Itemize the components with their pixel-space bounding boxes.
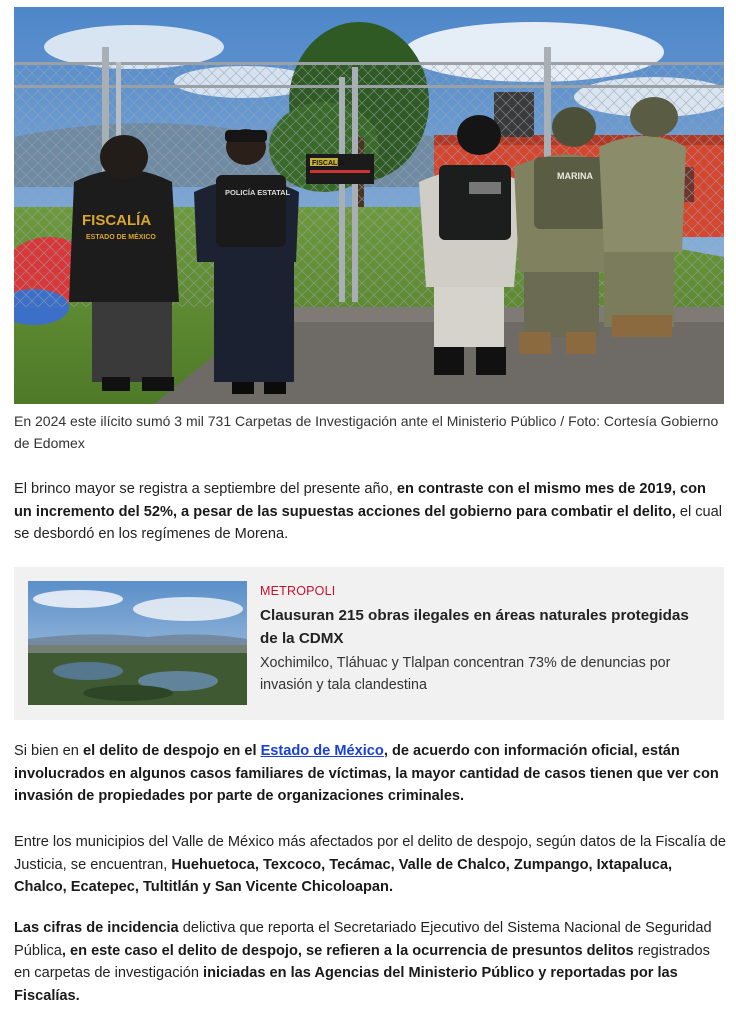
paragraph-3 (14, 831, 726, 899)
p4-bold-2: , en este caso el delito de despojo, se refieren a la ocurrencia de presuntos delitos (61, 942, 634, 959)
related-article-section[interactable]: METROPOLI (260, 584, 336, 598)
paragraph-4 (14, 917, 726, 1007)
estado-de-mexico-link[interactable]: Estado de México (260, 743, 384, 759)
photo-caption: En 2024 este ilícito sumó 3 mil 731 Carpetas de Investigación ante el Ministerio Público / Foto: Cortesía Gobierno de Edomex (14, 413, 719, 451)
p1-text-1: El brinco mayor se registra a septiembre del presente año, (14, 481, 397, 497)
paragraph-1 (14, 478, 726, 546)
related-article-card[interactable] (14, 567, 724, 720)
p3-bold-1: Huehuetoca, Texcoco, Tecámac, Valle de Chalco, Zumpango, Ixtapaluca, Chalco, Ecatepec, Tultitlán y San Vicente Chicoloapan. (14, 856, 673, 895)
p2-bold-1: el delito de despojo en el (82, 743, 261, 759)
p1-bold-1: en contraste con el mismo mes de 2019, con un incremento del 52%, a pesar de las supuestas acciones del gobierno para combatir el delito, (14, 481, 706, 520)
svg-text:FISCALÍA: FISCALÍA (312, 160, 345, 167)
paragraph-2 (14, 740, 726, 808)
p4-text-2: registrados en carpetas de investigación (14, 942, 710, 981)
svg-text:FISCALÍA: FISCALÍA (82, 212, 152, 229)
svg-text:POLICÍA ESTATAL: POLICÍA ESTATAL (225, 188, 291, 197)
p1-text-2: el cual se desbordó en los regímenes de Morena. (14, 503, 723, 542)
svg-text:ESTADO DE MÉXICO: ESTADO DE MÉXICO (86, 234, 156, 241)
p2-text-1: Si bien en (14, 743, 83, 759)
related-article-thumbnail[interactable] (28, 581, 247, 705)
p3-text-1: Entre los municipios del Valle de México más afectados por el delito de despojo, según datos de la Fiscalía de Justicia, se encuentran, (14, 834, 726, 873)
article-photo (14, 7, 724, 404)
related-article-headline[interactable]: Clausuran 215 obras ilegales en áreas naturales protegidas de la CDMX (260, 607, 689, 647)
p4-bold-3: iniciadas en las Agencias del Ministerio Público y reportadas por las Fiscalías. (14, 965, 678, 1004)
p4-bold-1: Las cifras de incidencia (14, 920, 179, 936)
related-article-summary: Xochimilco, Tláhuac y Tlalpan concentran 73% de denuncias por invasión y tala clandestina (260, 655, 671, 693)
svg-text:MARINA: MARINA (557, 171, 593, 181)
p2-bold-2: , de acuerdo con información oficial, están involucrados en algunos casos familiares de víctimas, la mayor cantidad de casos tienen que ver con invasión de propiedades por parte de organizaciones criminales. (14, 743, 719, 804)
p4-text-1: delictiva que reporta el Secretariado Ejecutivo del Sistema Nacional de Seguridad Pública (14, 920, 712, 959)
